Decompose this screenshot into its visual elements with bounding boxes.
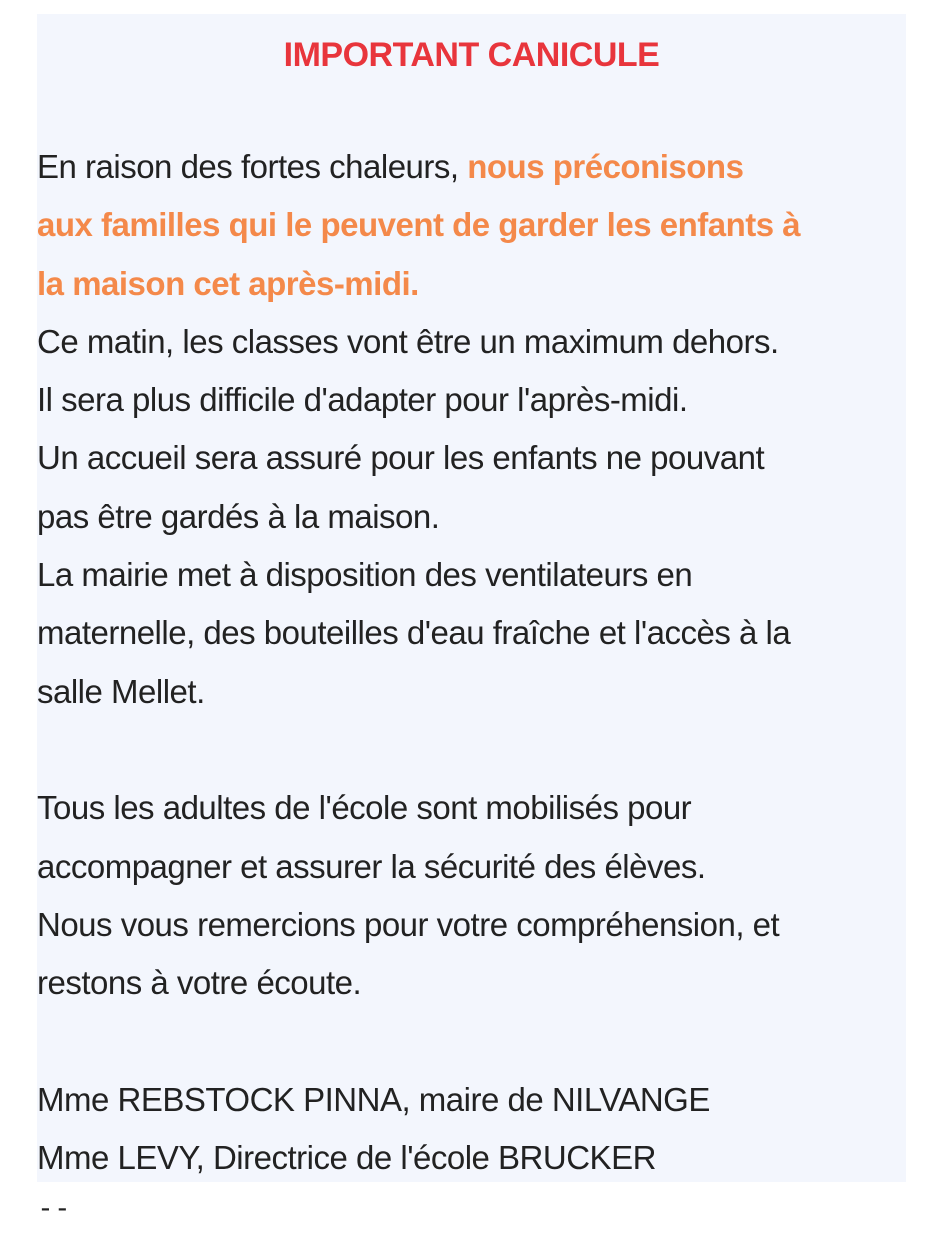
- signature-separator: --: [37, 1191, 71, 1224]
- body-line: Il sera plus difficile d'adapter pour l'après-midi.: [37, 381, 688, 419]
- body-line: salle Mellet.: [37, 672, 205, 710]
- intro-line-1: [37, 138, 917, 196]
- message-block: [37, 14, 906, 1182]
- intro-emphasis-1: nous préconisons: [467, 148, 744, 185]
- closing-line: accompagner et assurer la sécurité des élèves.: [37, 847, 706, 885]
- intro-plain-text: En raison des fortes chaleurs,: [37, 148, 468, 185]
- notice-title: IMPORTANT CANICULE: [283, 36, 660, 74]
- paragraph-spacer: [37, 1012, 917, 1070]
- intro-emphasis-2: aux familles qui le peuvent de garder les enfants à: [37, 206, 801, 244]
- body-line: La mairie met à disposition des ventilateurs en: [37, 556, 693, 594]
- closing-line: Nous vous remercions pour votre compréhension, et: [37, 905, 780, 943]
- signature-director: Mme LEVY, Directrice de l'école BRUCKER: [37, 1139, 656, 1177]
- intro-emphasis-3: la maison cet après-midi.: [37, 264, 419, 302]
- body-line: Un accueil sera assuré pour les enfants ne pouvant: [37, 439, 765, 477]
- paragraph-spacer: [37, 721, 917, 779]
- signature-mayor: Mme REBSTOCK PINNA, maire de NILVANGE: [37, 1080, 710, 1118]
- body-line: maternelle, des bouteilles d'eau fraîche et l'accès à la: [37, 614, 791, 652]
- notice-body: [37, 138, 917, 1187]
- closing-line: restons à votre écoute.: [37, 964, 362, 1002]
- body-line: Ce matin, les classes vont être un maximum dehors.: [37, 322, 779, 360]
- body-line: pas être gardés à la maison.: [37, 497, 440, 535]
- closing-line: Tous les adultes de l'école sont mobilisés pour: [37, 789, 692, 827]
